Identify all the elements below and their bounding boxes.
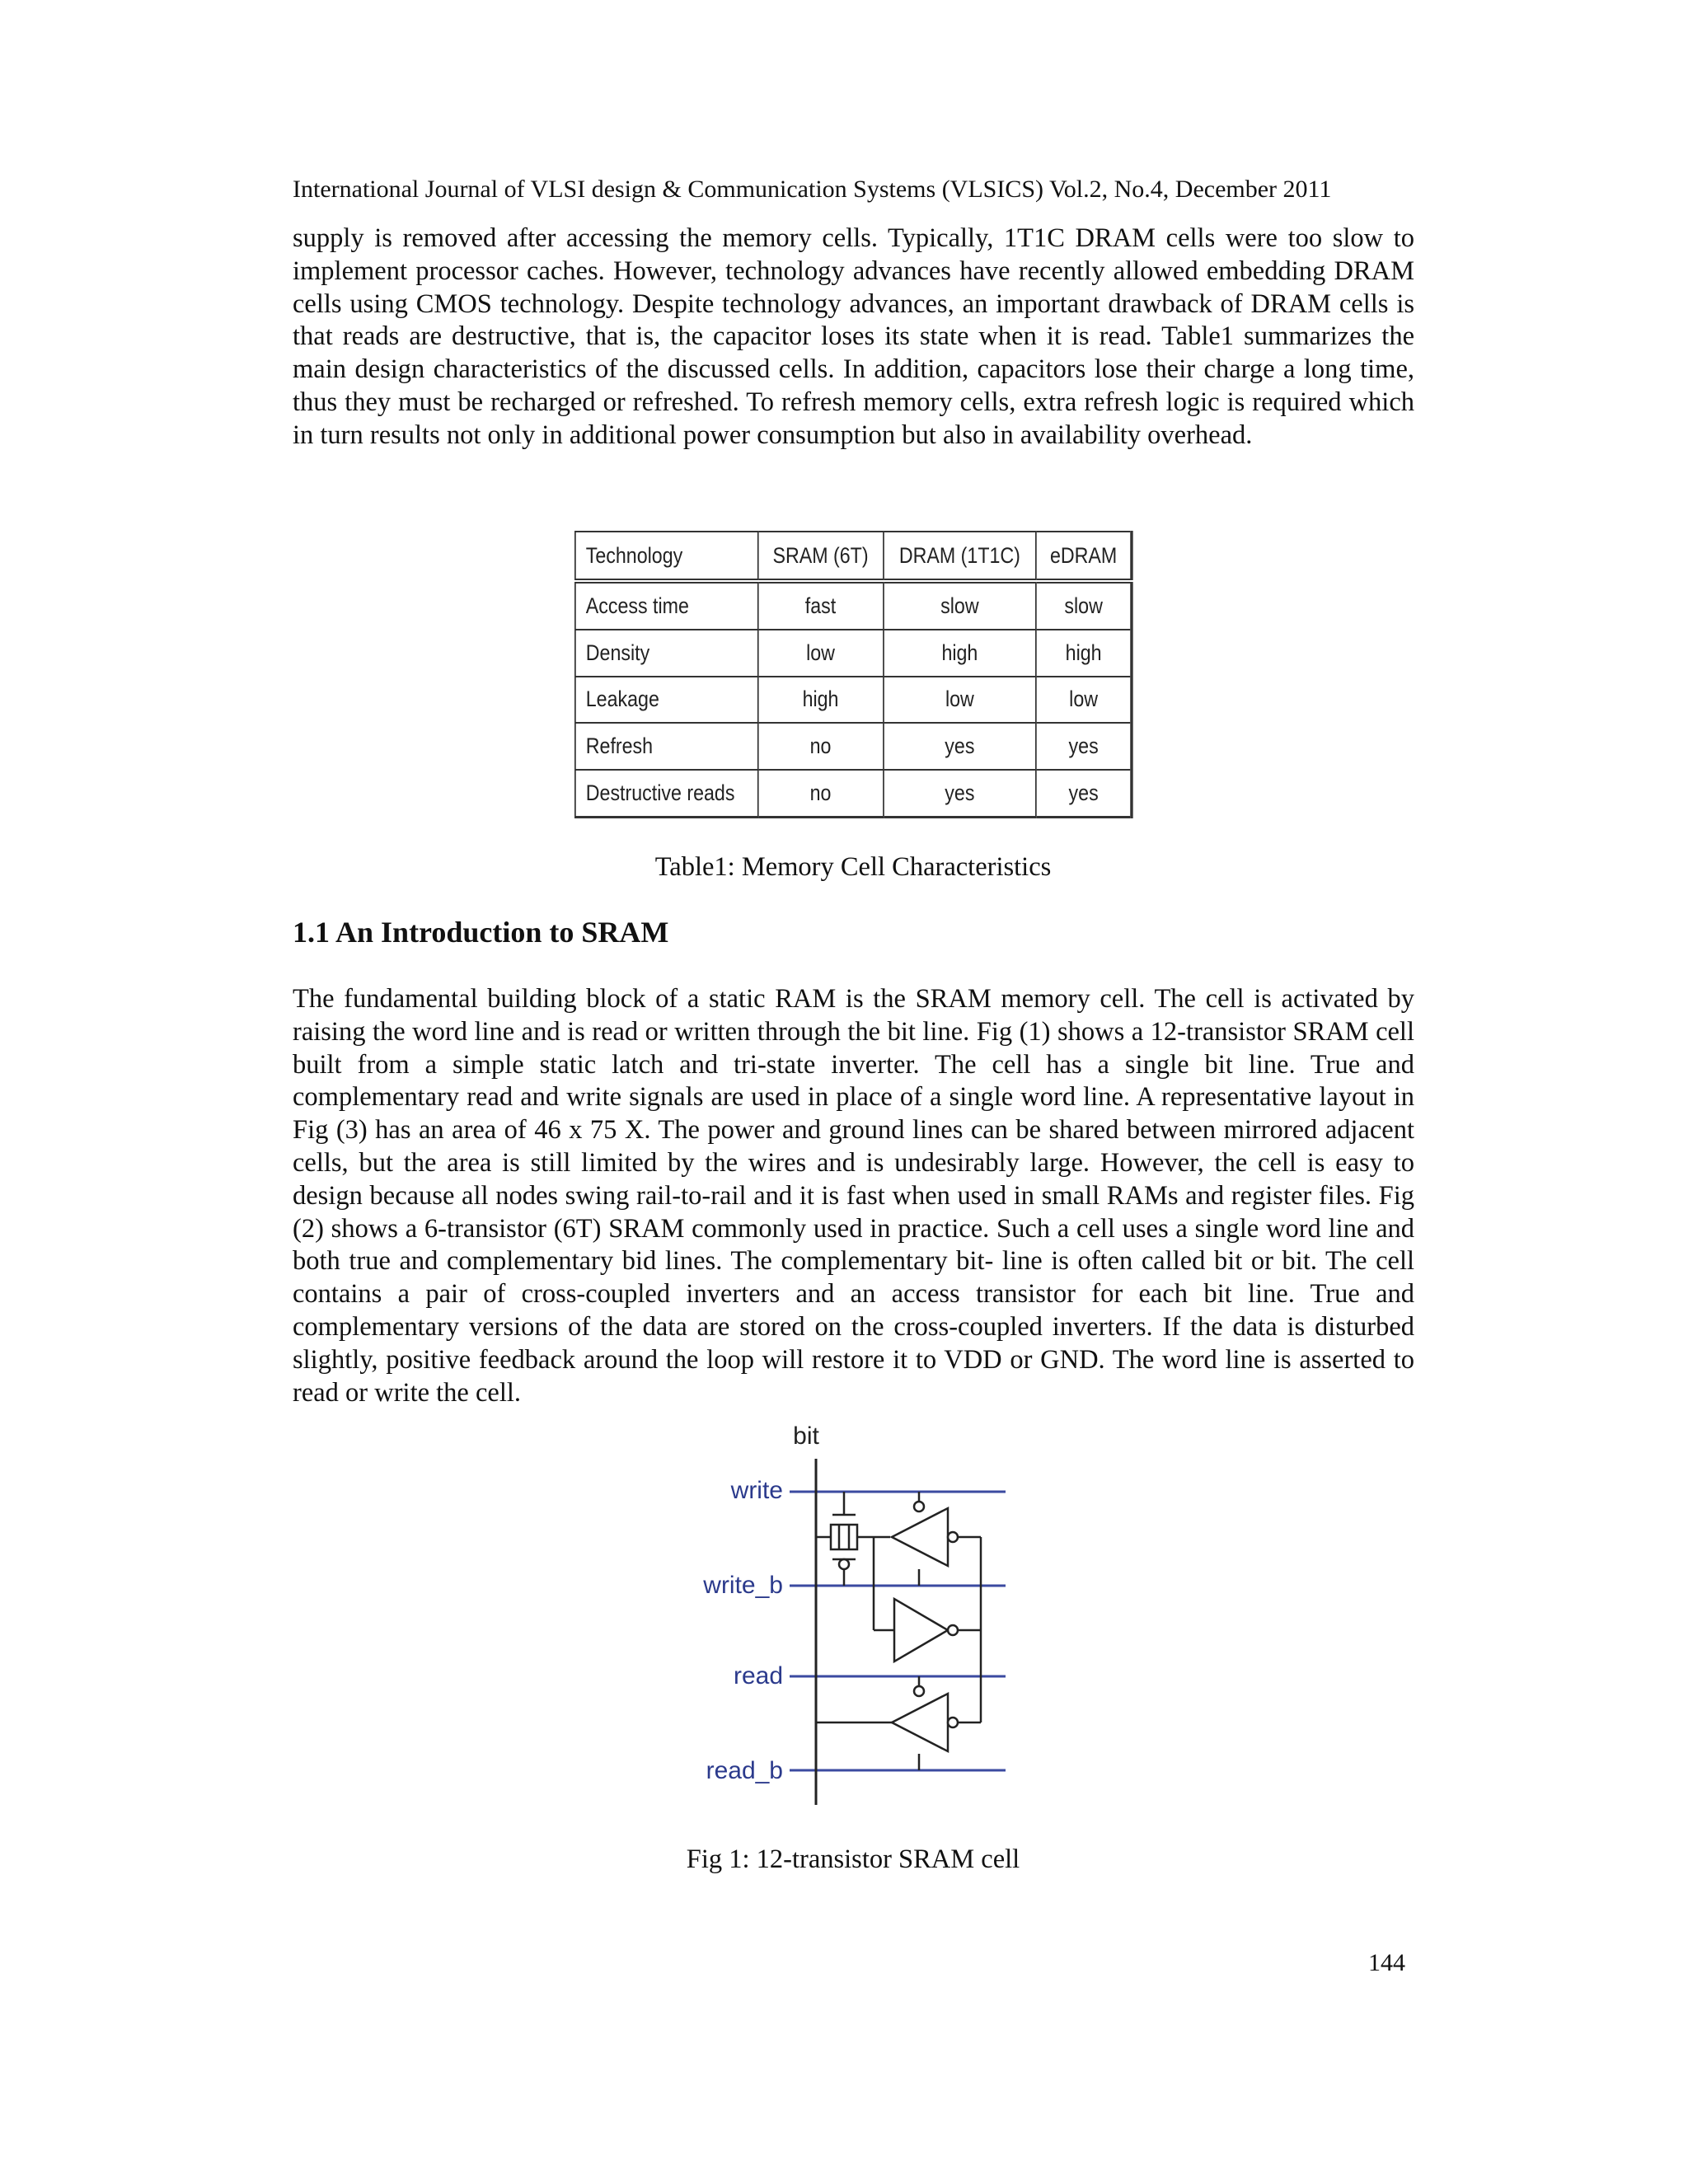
table-cell: low — [884, 677, 1036, 724]
read-b-label: read_b — [706, 1757, 783, 1784]
sram-schematic — [610, 1426, 1022, 1813]
characteristics-table — [574, 531, 1133, 818]
page-number: 144 — [1368, 1949, 1405, 1976]
body-paragraph-1: supply is removed after accessing the memory cells. Typically, 1T1C DRAM cells were too slow to implement processor caches. However, technology advances have recently allowed embedding DRAM cells using CMOS technology. Despite technology advances, an important drawback of DRAM cells is that reads are destructive, that is, the capacitor loses its state when it is read. Table1 summarizes the main design characteristics of the discussed cells. In addition, capacitors lose their charge a long time, thus they must be recharged or refreshed. To refresh memory cells, extra refresh logic is required which in turn results not only in additional power consumption but also in availability overhead. — [293, 223, 1414, 450]
table-row — [575, 723, 1132, 770]
table-cell: Refresh — [575, 723, 758, 770]
table-cell: high — [884, 630, 1036, 677]
write-b-label: write_b — [703, 1572, 783, 1599]
memory-cell-table — [574, 531, 1133, 818]
write-label: write — [730, 1477, 783, 1504]
table-row — [575, 630, 1132, 677]
table-row — [575, 770, 1132, 817]
table-cell: yes — [884, 770, 1036, 817]
running-header: International Journal of VLSI design & Communication Systems (VLSICS) Vol.2, No.4, December 2011 — [293, 176, 1332, 203]
table-row — [575, 581, 1132, 630]
table-cell: Density — [575, 630, 758, 677]
sram-cell-figure — [610, 1426, 1022, 1813]
figure-caption: Fig 1: 12-transistor SRAM cell — [686, 1844, 1020, 1874]
body-paragraph-2: The fundamental building block of a static RAM is the SRAM memory cell. The cell is activated by raising the word line and is read or written through the bit line. Fig (1) shows a 12-transistor SRAM cell built from a simple static latch and tri-state inverter. The cell has a single bit line. True and complementary read and write signals are used in place of a single word line. A representative layout in Fig (3) has an area of 46 x 75 X. The power and ground lines can be shared between mirrored adjacent cells, but the area is still limited by the wires and is undesirably large. However, the cell is easy to design because all nodes swing rail-to-rail and it is fast when used in small RAMs and register files. Fig (2) shows a 6-transistor (6T) SRAM commonly used in practice. Such a cell uses a single word line and both true and complementary bid lines. The complementary bit- line is often called bit or bit. The cell contains a pair of cross-coupled inverters and an access transistor for each bit line. True and complementary versions of the data are stored on the cross-coupled inverters. If the data is disturbed slightly, positive feedback around the loop will restore it to VDD or GND. The word line is asserted to read or write the cell. — [293, 984, 1414, 1408]
table-cell: Destructive reads — [575, 770, 758, 817]
section-heading: 1.1 An Introduction to SRAM — [293, 916, 669, 949]
table-header-cell: DRAM (1T1C) — [884, 532, 1036, 581]
circuit-elements — [816, 1492, 981, 1770]
read-label: read — [733, 1662, 783, 1690]
table-cell: high — [757, 677, 883, 724]
table-cell: fast — [757, 581, 883, 630]
table-cell: slow — [1036, 581, 1132, 630]
table-cell: slow — [884, 581, 1036, 630]
table-header-row — [575, 532, 1132, 581]
table-cell: yes — [1036, 770, 1132, 817]
table-caption: Table1: Memory Cell Characteristics — [654, 852, 1052, 882]
table-header-cell: Technology — [575, 532, 758, 581]
table-cell: high — [1036, 630, 1132, 677]
table-cell: yes — [1036, 723, 1132, 770]
table-cell: yes — [884, 723, 1036, 770]
table-header-cell: SRAM (6T) — [757, 532, 883, 581]
table-row — [575, 677, 1132, 724]
table-cell: Leakage — [575, 677, 758, 724]
table-header-cell: eDRAM — [1036, 532, 1132, 581]
table-cell: no — [757, 723, 883, 770]
table-cell: low — [1036, 677, 1132, 724]
table-cell: Access time — [575, 581, 758, 630]
table-cell: low — [757, 630, 883, 677]
table-cell: no — [757, 770, 883, 817]
bit-label: bit — [793, 1426, 819, 1450]
